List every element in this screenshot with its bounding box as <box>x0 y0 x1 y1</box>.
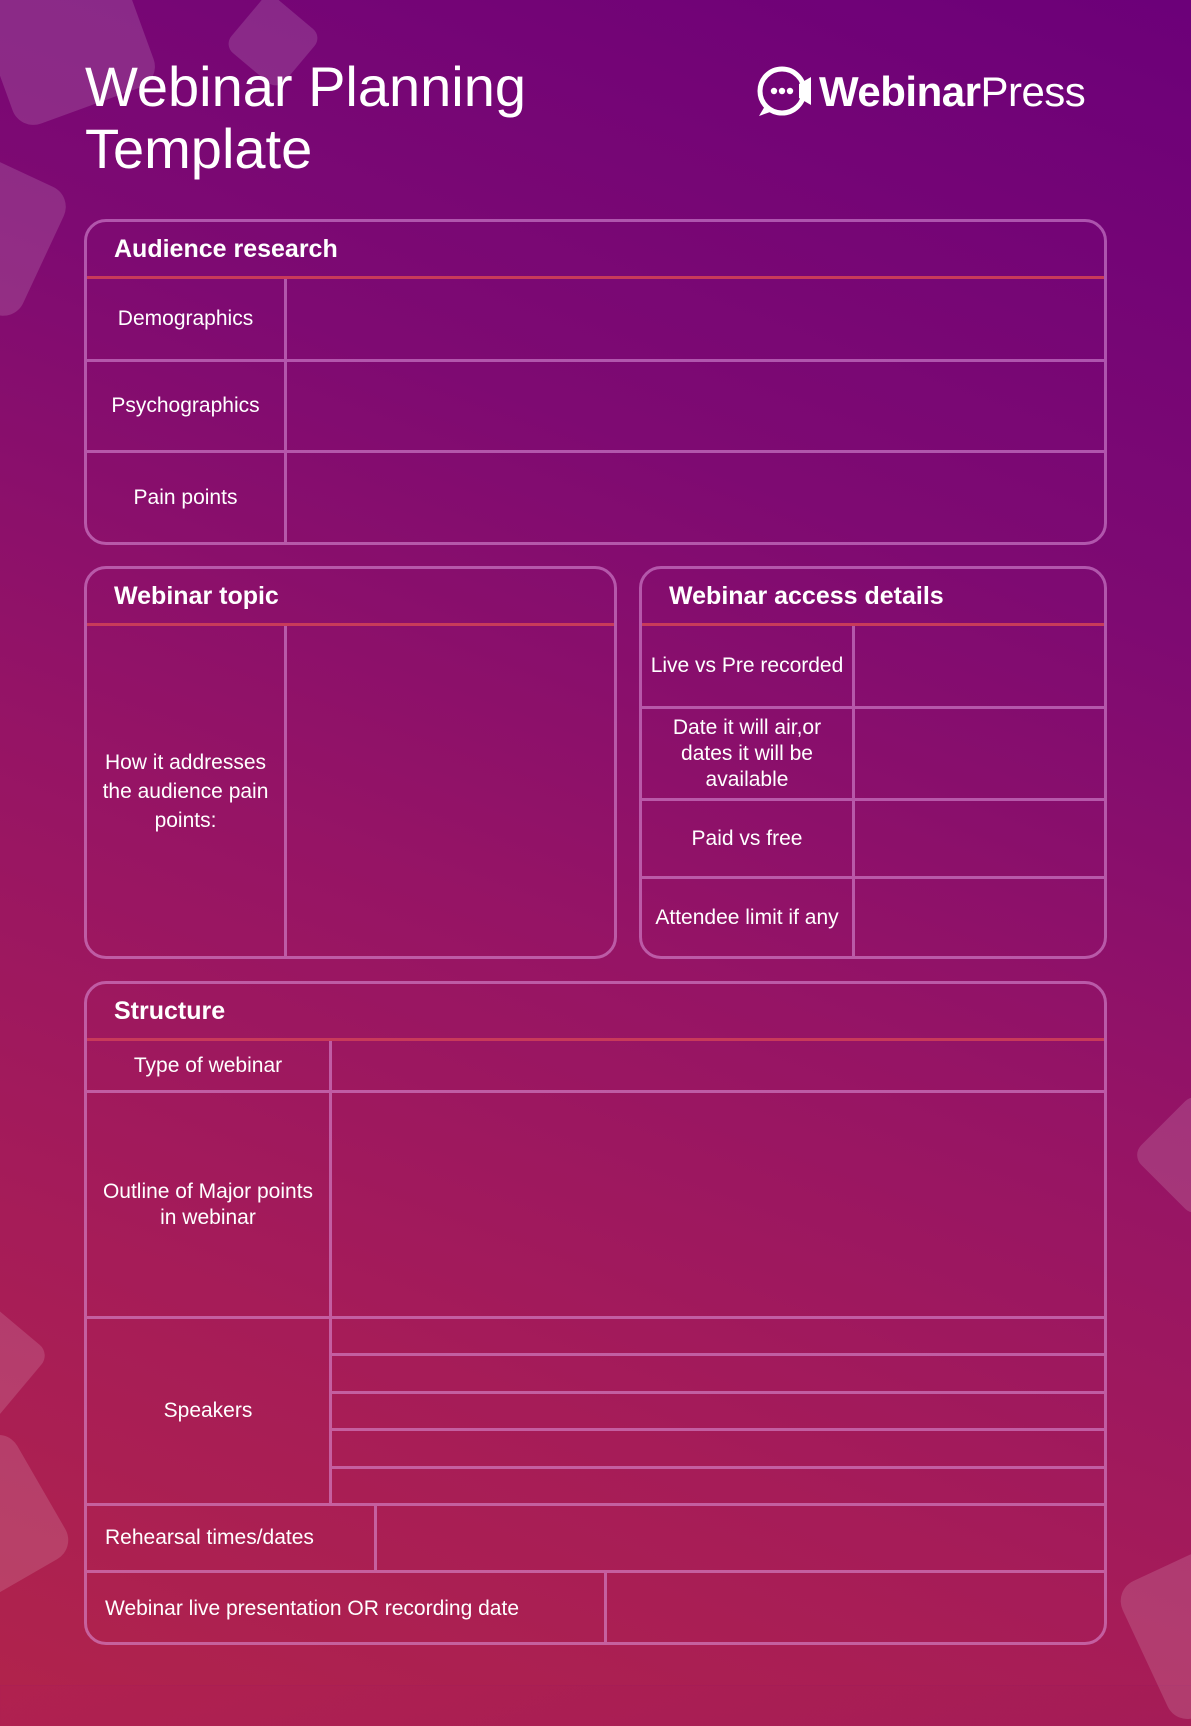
row-label: Demographics <box>87 279 287 359</box>
rehearsal-row <box>87 1506 1104 1573</box>
page-title: Webinar Planning Template <box>85 55 527 180</box>
row-label: Outline of Major points in webinar <box>87 1093 332 1316</box>
live-date-field[interactable] <box>607 1573 1104 1645</box>
row-label: Rehearsal times/dates <box>87 1506 377 1570</box>
logo-name-light: Press <box>980 68 1086 115</box>
speaker-line[interactable] <box>332 1469 1104 1503</box>
speaker-line[interactable] <box>332 1394 1104 1431</box>
row-label: Type of webinar <box>87 1041 332 1090</box>
chat-bubble-icon <box>755 64 815 120</box>
live-date-row <box>87 1573 1104 1645</box>
air-date-row <box>642 709 1104 801</box>
psychographics-field[interactable] <box>287 362 1104 450</box>
webinar-topic-heading: Webinar topic <box>87 569 614 626</box>
row-label: Pain points <box>87 453 287 542</box>
psychographics-row <box>87 362 1104 453</box>
webinar-topic-panel <box>84 566 617 959</box>
row-label: Attendee limit if any <box>642 879 855 956</box>
topic-field[interactable] <box>287 626 614 956</box>
row-label: Date it will air,or dates it will be available <box>642 709 855 798</box>
pain-points-field[interactable] <box>287 453 1104 542</box>
row-label: How it addresses the audience pain points: <box>87 626 287 956</box>
audience-research-panel <box>84 219 1107 545</box>
row-label: Live vs Pre recorded <box>642 626 855 706</box>
speaker-line[interactable] <box>332 1319 1104 1356</box>
logo <box>755 64 1105 120</box>
pain-points-row <box>87 453 1104 542</box>
structure-heading: Structure <box>87 984 1104 1041</box>
air-date-field[interactable] <box>855 709 1104 798</box>
live-vs-prerecorded-field[interactable] <box>855 626 1104 706</box>
logo-name-bold: Webinar <box>819 68 981 115</box>
attendee-limit-field[interactable] <box>855 879 1104 956</box>
paid-vs-free-row <box>642 801 1104 879</box>
demographics-field[interactable] <box>287 279 1104 359</box>
row-label: Webinar live presentation OR recording date <box>87 1573 607 1645</box>
logo-wordmark <box>819 68 1085 116</box>
topic-row <box>87 626 614 956</box>
row-label: Paid vs free <box>642 801 855 876</box>
row-label: Psychographics <box>87 362 287 450</box>
access-details-heading: Webinar access details <box>642 569 1104 626</box>
live-vs-prerecorded-row <box>642 626 1104 709</box>
speakers-fields <box>332 1319 1104 1503</box>
structure-panel <box>84 981 1107 1645</box>
speaker-line[interactable] <box>332 1356 1104 1393</box>
attendee-limit-row <box>642 879 1104 956</box>
speakers-row <box>87 1319 1104 1506</box>
rehearsal-field[interactable] <box>377 1506 1104 1570</box>
webinar-type-row <box>87 1041 1104 1093</box>
access-details-panel <box>639 566 1107 959</box>
demographics-row <box>87 279 1104 362</box>
paid-vs-free-field[interactable] <box>855 801 1104 876</box>
outline-field[interactable] <box>332 1093 1104 1316</box>
webinar-type-field[interactable] <box>332 1041 1104 1090</box>
row-label: Speakers <box>87 1319 332 1503</box>
audience-research-heading: Audience research <box>87 222 1104 279</box>
outline-row <box>87 1093 1104 1319</box>
speaker-line[interactable] <box>332 1431 1104 1468</box>
